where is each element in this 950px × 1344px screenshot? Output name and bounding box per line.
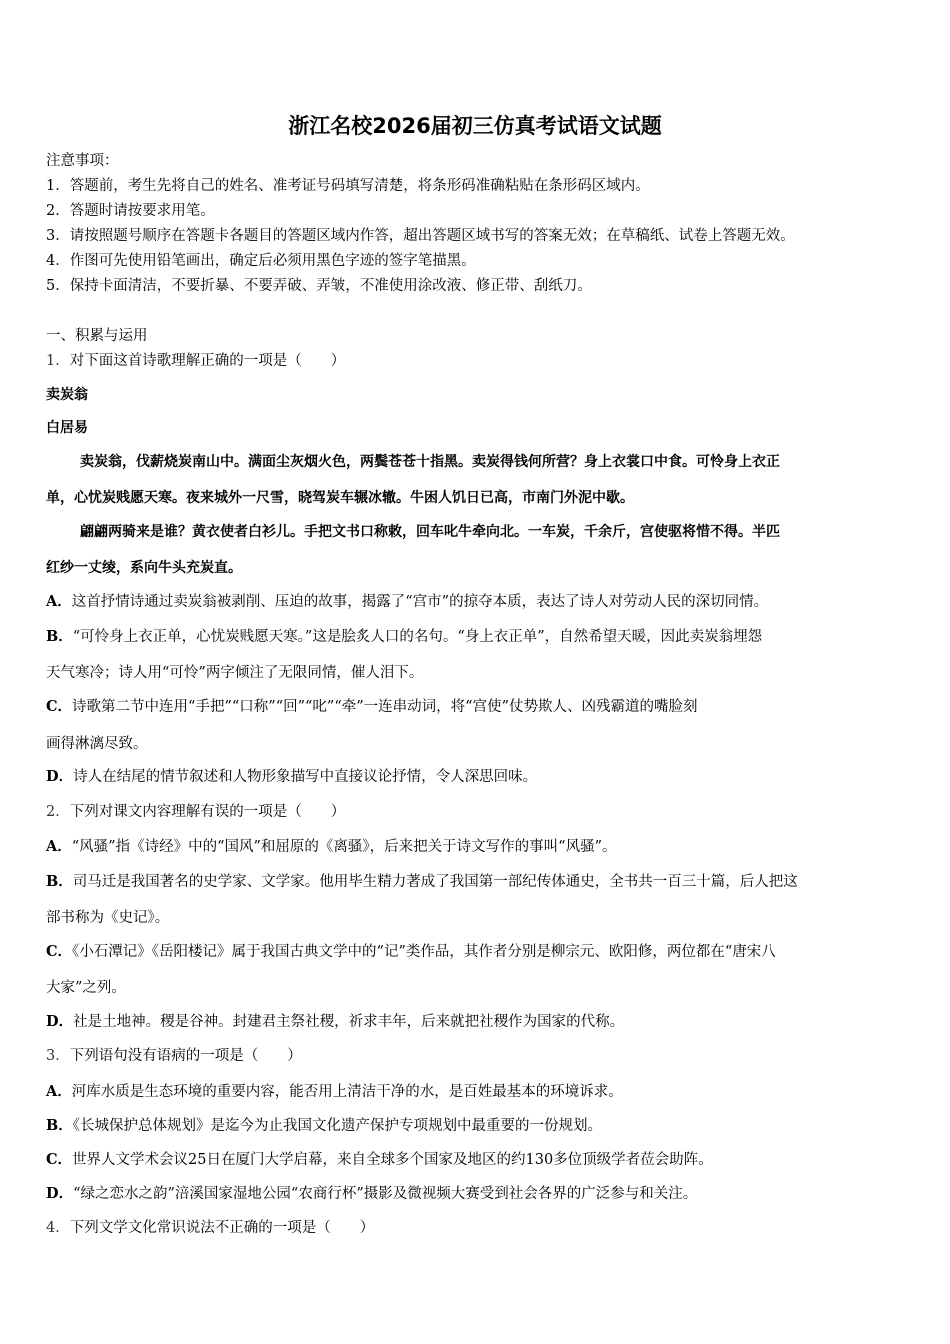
question-number: 2． [46,804,70,820]
section-heading: 一、积累与运用 [46,328,148,344]
notice-item: 1．答题前，考生先将自己的姓名、准考证号码填写清楚，将条形码准确粘贴在条形码区域内。 [46,178,650,194]
option-b [46,1116,602,1136]
question-number: 3． [46,1048,70,1064]
option-text: 《长城保护总体规划》是迄今为止我国文化遗产保护专项规划中最重要的一份规划。 [72,1118,603,1134]
option-letter: C． [46,943,73,960]
poem-title: 卖炭翁 [46,387,88,403]
question-stem: 下列文学文化常识说法不正确的一项是（ ） [69,1220,375,1236]
option-text-continued: 大家”之列。 [46,980,126,996]
option-b [46,872,798,892]
notice-item: 4．作图可先使用铅笔画出，确定后必须用黑色字迹的签字笔描黑。 [46,253,476,269]
option-a [46,1082,623,1102]
option-letter: B． [46,1117,73,1134]
notice-heading: 注意事项： [46,153,119,169]
question-stem: 下列语句没有语病的一项是（ ） [69,1048,302,1064]
option-letter: B． [46,873,73,890]
option-d [46,1184,697,1204]
option-letter: A． [46,593,72,610]
option-text-continued: 天气寒冷；诗人用“可怜”两字倾注了无限同情，催人泪下。 [46,665,424,681]
question-3 [46,1046,302,1066]
poem-line: 翩翩两骑来是谁？黄衣使者白衫儿。手把文书口称敕，回车叱牛牵向北。一车炭，千余斤，宫使驱将惜不得。半匹 [80,524,780,540]
poem-line: 单，心忧炭贱愿天寒。夜来城外一尺雪，晓驾炭车辗冰辙。牛困人饥日已高，市南门外泥中歇。 [46,490,634,506]
question-stem: 对下面这首诗歌理解正确的一项是（ ） [69,353,346,369]
option-letter: D． [46,768,74,785]
poem-line: 红纱一丈绫，系向牛头充炭直。 [46,560,242,576]
option-text: 诗人在结尾的情节叙述和人物形象描写中直接议论抒情，令人深思回味。 [73,769,538,785]
option-text-continued: 部书称为《史记》。 [46,910,170,926]
poem-author: 白居易 [46,420,88,436]
option-text: 世界人文学术会议25日在厦门大学启幕，来自全球多个国家及地区的约130多位顶级学者莅会助阵。 [72,1152,713,1168]
question-number: 1． [46,353,70,369]
option-c [46,942,776,962]
option-letter: A． [46,1083,72,1100]
option-c [46,1150,713,1170]
option-c [46,697,698,717]
option-letter: C． [46,698,73,715]
option-letter: D． [46,1185,74,1202]
option-d [46,1012,624,1032]
option-text: 司马迁是我国著名的史学家、文学家。他用毕生精力著成了我国第一部纪传体通史，全书共一百三十篇，后人把这 [72,874,798,890]
option-text: 河库水质是生态环境的重要内容，能否用上清洁干净的水，是百姓最基本的环境诉求。 [71,1084,623,1100]
option-letter: B． [46,628,73,645]
option-b [46,627,762,647]
notice-item: 2．答题时请按要求用笔。 [46,203,215,219]
question-2 [46,802,345,822]
option-text-continued: 画得淋漓尽致。 [46,736,148,752]
option-a [46,837,617,857]
option-letter: A． [46,838,72,855]
notice-item: 5．保持卡面清洁，不要折暴、不要弄破、弄皱，不准使用涂改液、修正带、刮纸刀。 [46,278,592,294]
option-letter: C． [46,1151,73,1168]
option-text: “绿之恋水之韵”涪溪国家湿地公园“农商行杯”摄影及微视频大赛受到社会各界的广泛参与和关注。 [73,1186,698,1202]
notice-item: 3．请按照题号顺序在答题卡各题目的答题区域内作答，超出答题区域书写的答案无效；在草稿纸、试卷上答题无效。 [46,228,795,244]
exam-title: 浙江名校2026届初三仿真考试语文试题 [288,114,662,138]
option-text: 社是土地神。稷是谷神。封建君主祭社稷，祈求丰年，后来就把社稷作为国家的代称。 [73,1014,625,1030]
option-text: 《小石潭记》《岳阳楼记》属于我国古典文学中的“记”类作品，其作者分别是柳宗元、欧阳修，两位都在“唐宋八 [72,944,776,960]
option-a [46,592,768,612]
question-4 [46,1218,374,1238]
question-number: 4． [46,1220,70,1236]
question-stem: 下列对课文内容理解有误的一项是（ ） [69,804,346,820]
option-text: 诗歌第二节中连用“手把”“口称”“回”“叱”“牵”一连串动词，将“宫使”仗势欺人、凶残霸道的嘴脸刻 [72,699,698,715]
option-text: “风骚”指《诗经》中的“国风”和屈原的《离骚》，后来把关于诗文写作的事叫“风骚”。 [71,839,617,855]
option-text: “可怜身上衣正单，心忧炭贱愿天寒。”这是脍炙人口的名句。“身上衣正单”，自然希望天暖，因此卖炭翁埋怨 [72,629,763,645]
question-1 [46,351,345,371]
option-d [46,767,537,787]
option-text: 这首抒情诗通过卖炭翁被剥削、压迫的故事，揭露了“宫市”的掠夺本质，表达了诗人对劳动人民的深切同情。 [71,594,769,610]
option-letter: D． [46,1013,74,1030]
poem-line: 卖炭翁，伐薪烧炭南山中。满面尘灰烟火色，两鬓苍苍十指黑。卖炭得钱何所营？身上衣裳口中食。可怜身上衣正 [80,454,780,470]
